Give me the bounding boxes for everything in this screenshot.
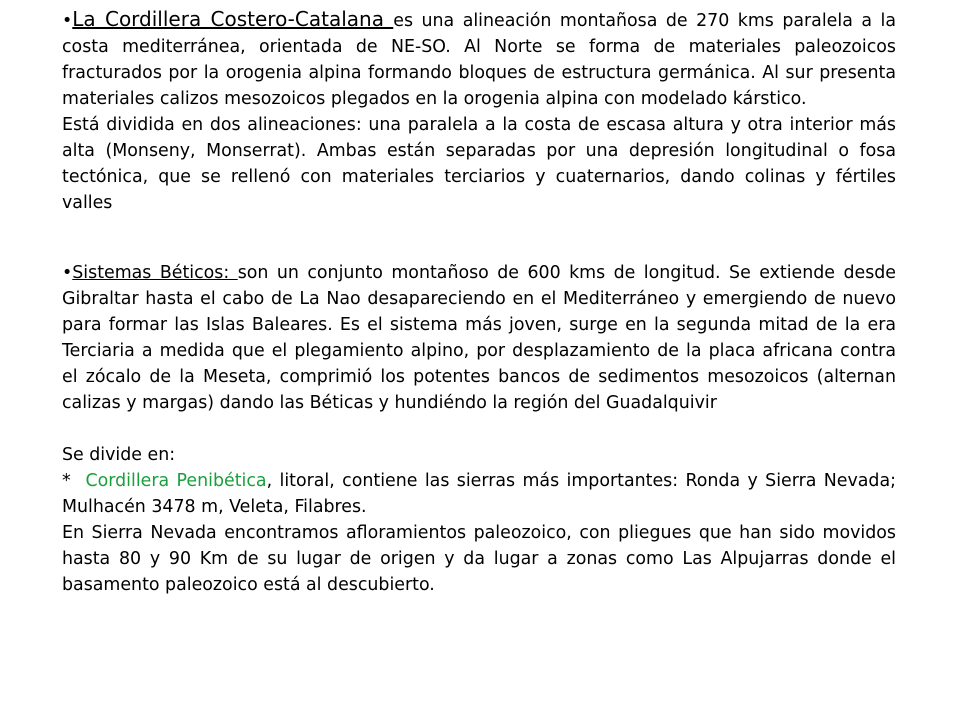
catalana-paragraph-2: Está dividida en dos alineaciones: una paralela a la costa de escasa altura y otra interior más alta (Monseny, Monserrat). Ambas están separadas por una depresión longitudinal o fosa tectónica, que se rellenó con materiales terciarios y cuaternarios, dando colinas y fértiles valles [62,115,896,213]
penibetica-text: , litoral, contiene las sierras más importantes: Ronda y Sierra Nevada; Mulhacén 3478 m, Veleta, Filabres. [62,471,896,517]
penibetica-name: Cordillera Penibética [85,471,267,491]
bullet-icon: • [62,263,73,283]
spacer [62,416,896,442]
beticos-text: son un conjunto montañoso de 600 kms de longitud. Se extiende desde Gibraltar hasta el cabo de La Nao desapareciendo en el Mediterráneo y emergiendo de nuevo para formar las Islas Baleares. Es el sistema más joven, surge en la segunda mitad de la era Terciaria a medida que el plegamiento alpino, por desplazamiento de la placa africana contra el zócalo de la Meseta, comprimió los potentes bancos de sedimentos mesozoicos (alternan calizas y margas) dando las Béticas y hundiéndo la región del Guadalquivir [62,263,896,413]
catalana-heading: La Cordillera Costero-Catalana [72,7,394,31]
bullet-icon: • [62,11,73,31]
catalana-text: es una alineación montañosa de 270 kms paralela a la costa mediterránea, orientada de NE-SO. Al Norte se forma de materiales paleozoicos fracturados por la orogenia alpina formando bloques de estructura germánica. Al sur presenta materiales calizos mesozoicos plegados en la orogenia alpina con modelado kárstico. [62,11,896,109]
catalana-paragraph [62,6,896,112]
beticos-paragraph [62,260,896,416]
beticos-divide-label: Se divide en: [62,445,176,465]
spacer [62,242,896,260]
beticos-heading: Sistemas Béticos: [72,263,238,283]
spacer [62,216,896,242]
nevada-paragraph: En Sierra Nevada encontramos afloramientos paleozoico, con pliegues que han sido movidos hasta 80 y 90 Km de su lugar de origen y da lugar a zonas como Las Alpujarras donde el basamento paleozoico está al descubierto. [62,523,896,595]
slide-content [62,6,896,598]
asterisk-prefix: * [62,471,86,491]
penibetica-paragraph [62,468,896,520]
